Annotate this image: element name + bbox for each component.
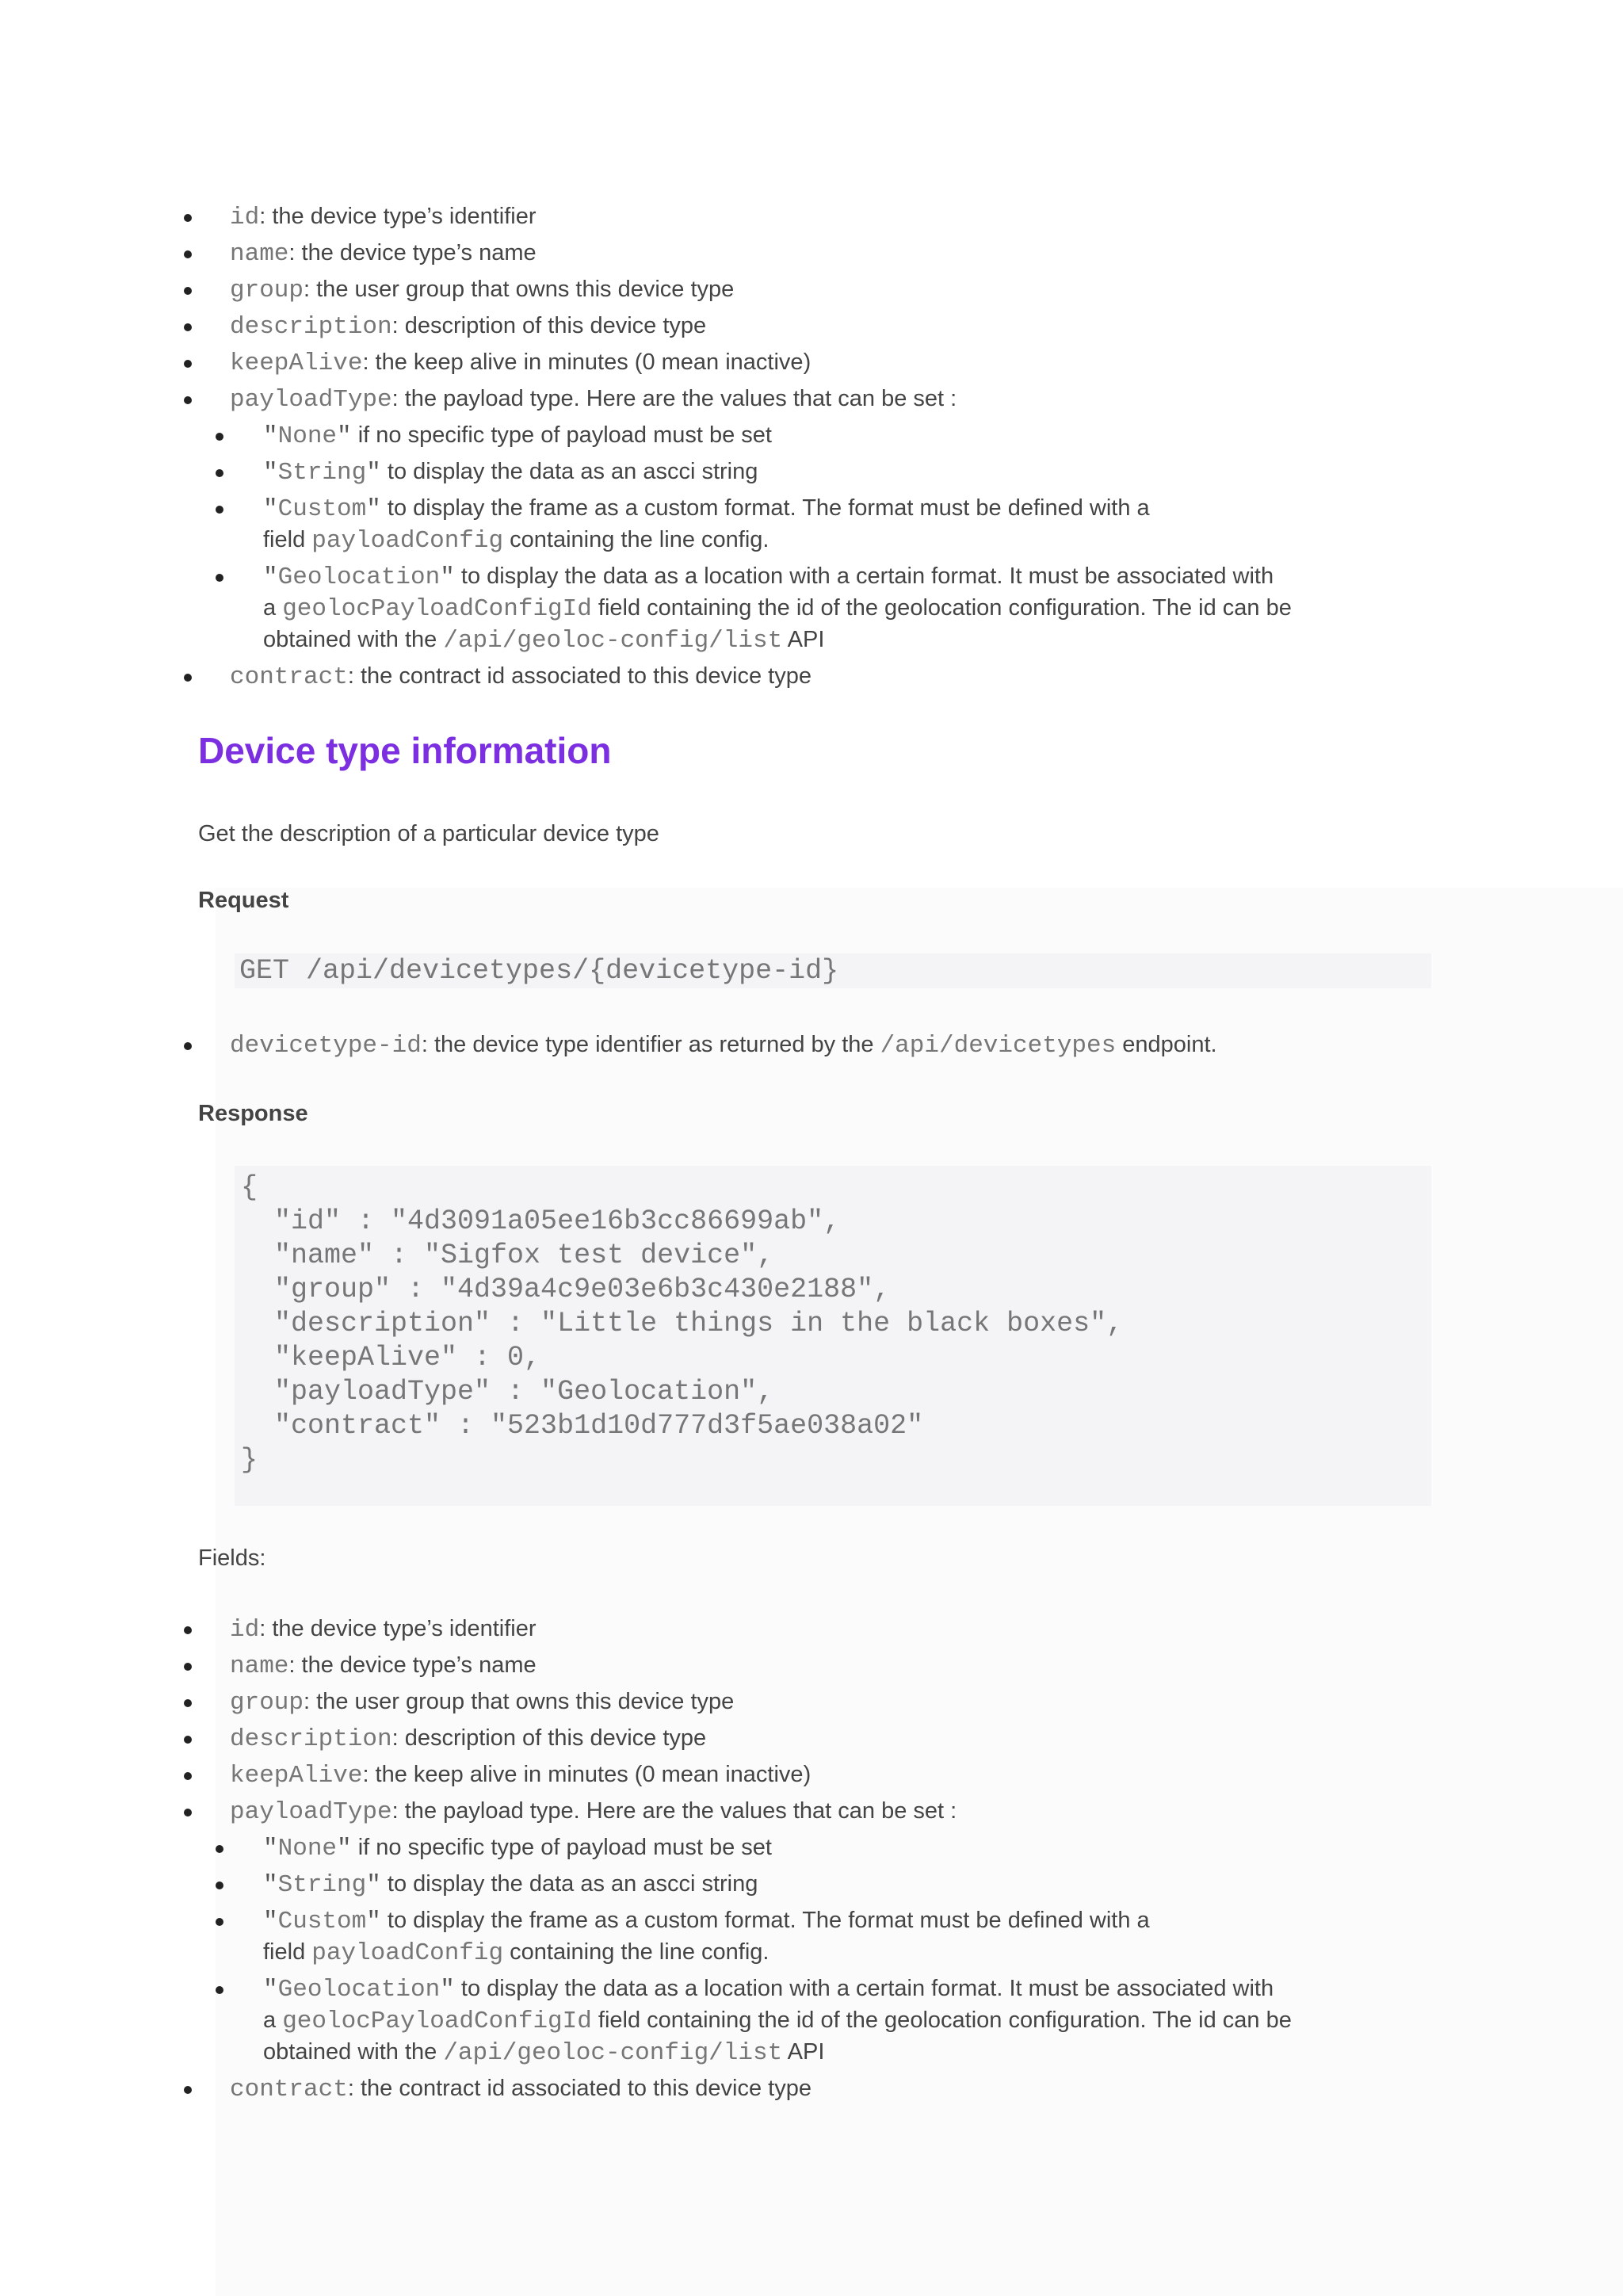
- list-item: id: the device type’s identifier: [0, 1611, 1623, 1648]
- fields-list-bottom: [0, 1611, 1623, 2107]
- section-intro: Get the description of a particular device type: [198, 821, 659, 846]
- list-item: "String" to display the data as an ascci string: [0, 454, 1623, 491]
- list-item: contract: the contract id associated to this device type: [0, 2071, 1623, 2107]
- list-item: keepAlive: the keep alive in minutes (0 mean inactive): [0, 345, 1623, 381]
- list-item: keepAlive: the keep alive in minutes (0 mean inactive): [0, 1757, 1623, 1794]
- list-item: description: description of this device type: [0, 308, 1623, 345]
- response-code-block: [235, 1166, 1431, 1506]
- list-item: name: the device type’s name: [0, 1648, 1623, 1684]
- list-item: "None" if no specific type of payload must be set: [0, 418, 1623, 454]
- list-item: "Custom" to display the frame as a custom format. The format must be defined with a field payloadConfig containing the line config.: [0, 1903, 1623, 1971]
- request-code-block: [235, 953, 1431, 988]
- response-code: { "id" : "4d3091a05ee16b3cc86699ab", "name" : "Sigfox test device", "group" : "4d39a4c9e03e6b3c430e2188", "description" : "Little things in the black boxes", "keepAlive" : 0, "payloadType" : "Geolocation", "contract" : "523b1d10d777d3f5ae038a02" }: [241, 1171, 1124, 1476]
- list-item: group: the user group that owns this device type: [0, 1684, 1623, 1721]
- section-title: Device type information: [198, 730, 612, 771]
- list-item: "Custom" to display the frame as a custom format. The format must be defined with a field payloadConfig containing the line config.: [0, 491, 1623, 559]
- response-label: Response: [198, 1101, 308, 1126]
- list-item: group: the user group that owns this device type: [0, 272, 1623, 308]
- list-item: devicetype-id: the device type identifier as returned by the /api/devicetypes endpoint.: [0, 1027, 1623, 1064]
- request-label: Request: [198, 888, 289, 913]
- list-item: payloadType: the payload type. Here are the values that can be set :: [0, 381, 1623, 418]
- list-item: name: the device type’s name: [0, 235, 1623, 272]
- list-item: description: description of this device type: [0, 1721, 1623, 1757]
- param-list: [0, 1027, 1623, 1064]
- list-item: "None" if no specific type of payload must be set: [0, 1830, 1623, 1866]
- list-item: "Geolocation" to display the data as a location with a certain format. It must be associated with a geolocPayloadConfigId field containing the id of the geolocation configuration. The id can be obtained with the /api/geoloc-config/list API: [0, 1971, 1623, 2071]
- list-item: "String" to display the data as an ascci string: [0, 1866, 1623, 1903]
- fields-label: Fields:: [198, 1545, 266, 1571]
- list-item: id: the device type’s identifier: [0, 199, 1623, 235]
- fields-list-top: [0, 199, 1623, 695]
- request-code: GET /api/devicetypes/{devicetype-id}: [239, 955, 839, 987]
- list-item: "Geolocation" to display the data as a location with a certain format. It must be associated with a geolocPayloadConfigId field containing the id of the geolocation configuration. The id can be obtained with the /api/geoloc-config/list API: [0, 559, 1623, 659]
- list-item: contract: the contract id associated to this device type: [0, 659, 1623, 695]
- list-item: payloadType: the payload type. Here are the values that can be set :: [0, 1794, 1623, 1830]
